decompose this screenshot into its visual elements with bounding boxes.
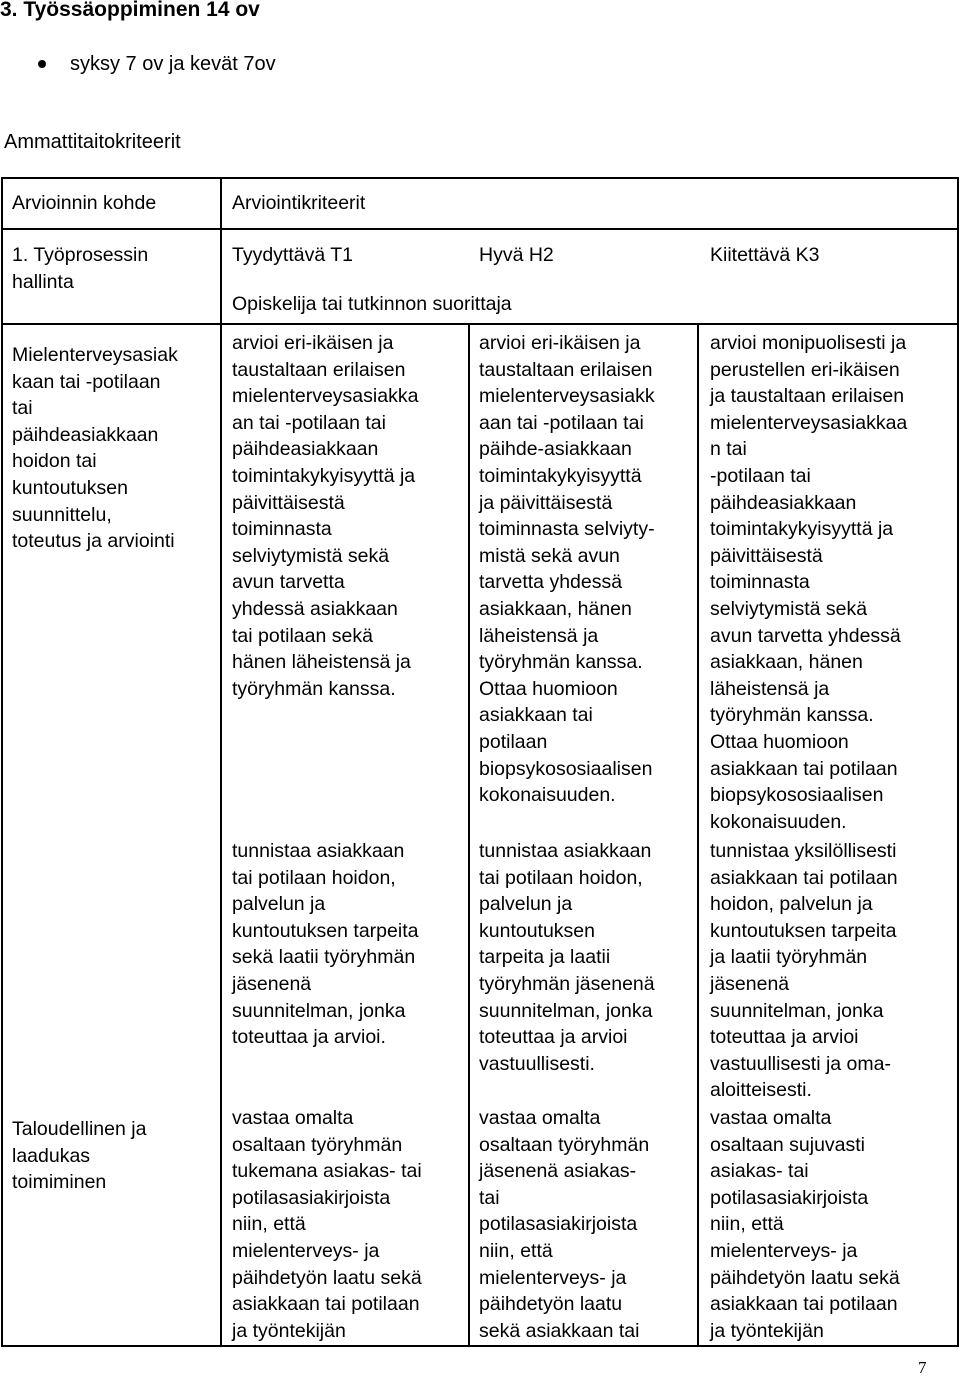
level-h2: Hyvä H2 xyxy=(479,244,554,266)
header-arvioinnin-kohde: Arvioinnin kohde xyxy=(12,192,157,214)
level-k3: Kiitettävä K3 xyxy=(710,244,820,266)
t1-criterion: arvioi eri-ikäisen ja taustaltaan erilaisen mielenterveysasiakka an tai -potilaan tai päihdeasiakkaan toimintakykyisyyttä ja päivittäisestä toiminnasta selviytymistä sekä avun tarvetta yhdessä asiakkaan tai potilaan sekä hänen läheistensä ja työryhmän kanssa. xyxy=(232,332,419,700)
level-t1: Tyydyttävä T1 xyxy=(232,244,354,266)
kohde-item: Taloudellinen ja laadukas toimiminen xyxy=(12,1118,147,1194)
table-border-right xyxy=(957,177,959,1347)
table-border-left xyxy=(1,177,3,1347)
kohde-item: Mielenterveysasiak kaan tai -potilaan tai päihdeasiakkaan hoidon tai kuntoutuksen suunnittelu, toteutus ja arviointi xyxy=(12,344,178,553)
page-number: 7 xyxy=(918,1358,927,1377)
header-arviointikriteerit: Arviointikriteerit xyxy=(232,192,366,214)
table-border-bottom xyxy=(1,1345,959,1347)
subject-row: Opiskelija tai tutkinnon suorittaja xyxy=(232,293,512,315)
k3-criterion: arvioi monipuolisesti ja perustellen eri-ikäisen ja taustaltaan erilaisen mielenterveysasiakkaa n tai -potilaan tai päihdeasiakkaan toimintakykyisyyttä ja päivittäisestä toiminnasta selviytymistä sekä avun tarvetta yhdessä asiakkaan, hänen läheistensä ja työryhmän kanssa. Ottaa huomioon asiakkaan tai potilaan biopsykososiaalisen kokonaisuuden. xyxy=(710,332,908,833)
table-divider-kohde xyxy=(220,177,222,1347)
t1-criterion: tunnistaa asiakkaan tai potilaan hoidon, palvelun ja kuntoutuksen tarpeita sekä laatii työryhmän jäsenenä suunnitelman, jonka toteuttaa ja arvioi. xyxy=(232,840,419,1049)
h2-criterion: arvioi eri-ikäisen ja taustaltaan erilaisen mielenterveysasiakk aan tai -potilaan tai päihde-asiakkaan toimintakykyisyyttä ja päivittäisestä toiminnasta selviyty- mistä sekä avun tarvetta yhdessä asiakkaan, hänen läheistensä ja työryhmän kanssa. Ottaa huomioon asiakkaan tai potilaan biopsykososiaalisen kokonaisuuden. xyxy=(479,332,655,807)
h2-criterion: vastaa omalta osaltaan työryhmän jäsenenä asiakas- tai potilasasiakirjoista niin, että mielenterveys- ja päihdetyön laatu sekä asiakkaan tai xyxy=(479,1107,650,1342)
section-title: 1. Työprosessin hallinta xyxy=(12,244,149,293)
table-divider-h2 xyxy=(697,323,699,1347)
section-subtitle: Ammattitaitokriteerit xyxy=(4,131,181,153)
t1-criterion: vastaa omalta osaltaan työryhmän tukemana asiakas- tai potilasasiakirjoista niin, että mielenterveys- ja päihdetyön laatu sekä asiakkaan tai potilaan ja työntekijän xyxy=(232,1107,422,1342)
h2-criterion: tunnistaa asiakkaan tai potilaan hoidon, palvelun ja kuntoutuksen tarpeita ja laatii työryhmän jäsenenä suunnitelman, jonka toteuttaa ja arvioi vastuullisesti. xyxy=(479,840,655,1075)
k3-criterion: tunnistaa yksilöllisesti asiakkaan tai potilaan hoidon, palvelun ja kuntoutuksen tarpeita ja laatii työryhmän jäsenenä suunnitelman, jonka toteuttaa ja arvioi vastuullisesti ja oma- aloitteisesti. xyxy=(710,840,898,1102)
k3-criterion: vastaa omalta osaltaan sujuvasti asiakas- tai potilasasiakirjoista niin, että mielenterveys- ja päihdetyön laatu sekä asiakkaan tai potilaan ja työntekijän xyxy=(710,1107,900,1342)
table-divider-t1 xyxy=(468,323,470,1347)
table-border-top xyxy=(1,177,959,179)
table-border-header xyxy=(1,228,959,230)
bullet-text: syksy 7 ov ja kevät 7ov xyxy=(70,53,276,75)
page-heading: 3. Työssäoppiminen 14 ov xyxy=(0,0,260,21)
table-border-subject xyxy=(1,323,959,325)
